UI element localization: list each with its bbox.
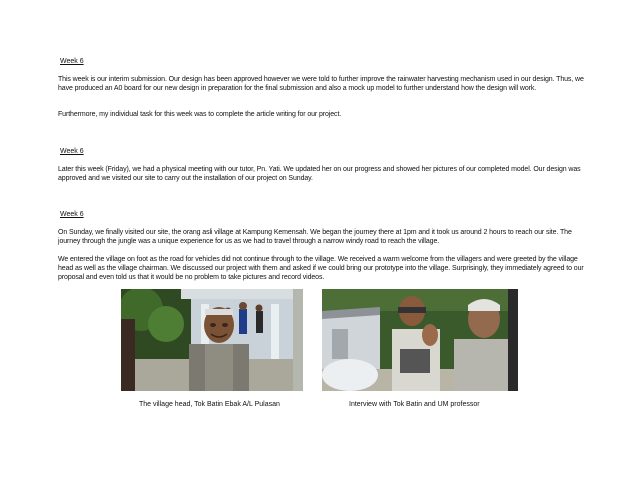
section-1-paragraph-1: This week is our interim submission. Our design has been approved however we were told to further improve the rainwater harvesting mechanism used in our design. Thus, we have produced an A0 board for our new design in preparation for the final submission and also a mock up model to further understand how the design will work. xyxy=(58,76,584,93)
interview-photo xyxy=(322,289,518,391)
section-3-heading: Week 6 xyxy=(60,211,84,218)
section-3-paragraph-1: On Sunday, we finally visited our site, the orang asli village at Kampung Kemensah. We began the journey there at 1pm and it took us around 2 hours to reach our site. The journey through the jungle was a unique experience for us as we had to travel through a narrow windy road to reach the village. xyxy=(58,229,572,246)
section-2-heading: Week 6 xyxy=(60,148,84,155)
interview-caption: Interview with Tok Batin and UM professor xyxy=(349,401,480,408)
section-2-paragraph-1: Later this week (Friday), we had a physical meeting with our tutor, Pn. Yati. We updated her on our progress and showed her pictures of our completed model. Our design was approved and we visited our site to carry out the installation of our project on Sunday. xyxy=(58,166,581,183)
village-head-caption: The village head, Tok Batin Ebak A/L Pulasan xyxy=(139,401,280,408)
village-head-photo-image xyxy=(121,289,303,391)
section-1-paragraph-2: Furthermore, my individual task for this week was to complete the article writing for our project. xyxy=(58,111,342,118)
section-3-paragraph-2: We entered the village on foot as the road for vehicles did not continue through to the village. We received a warm welcome from the villagers and were greeted by the village head as well as the village chairman. We discussed our project with them and asked if we could bring our prototype into the village. Surprisingly, they immediately agreed to our proposal and even told us that it would be no problem to take pictures and record videos. xyxy=(58,256,584,282)
village-head-photo xyxy=(121,289,303,391)
interview-photo-image xyxy=(322,289,518,391)
section-1-heading: Week 6 xyxy=(60,58,84,65)
